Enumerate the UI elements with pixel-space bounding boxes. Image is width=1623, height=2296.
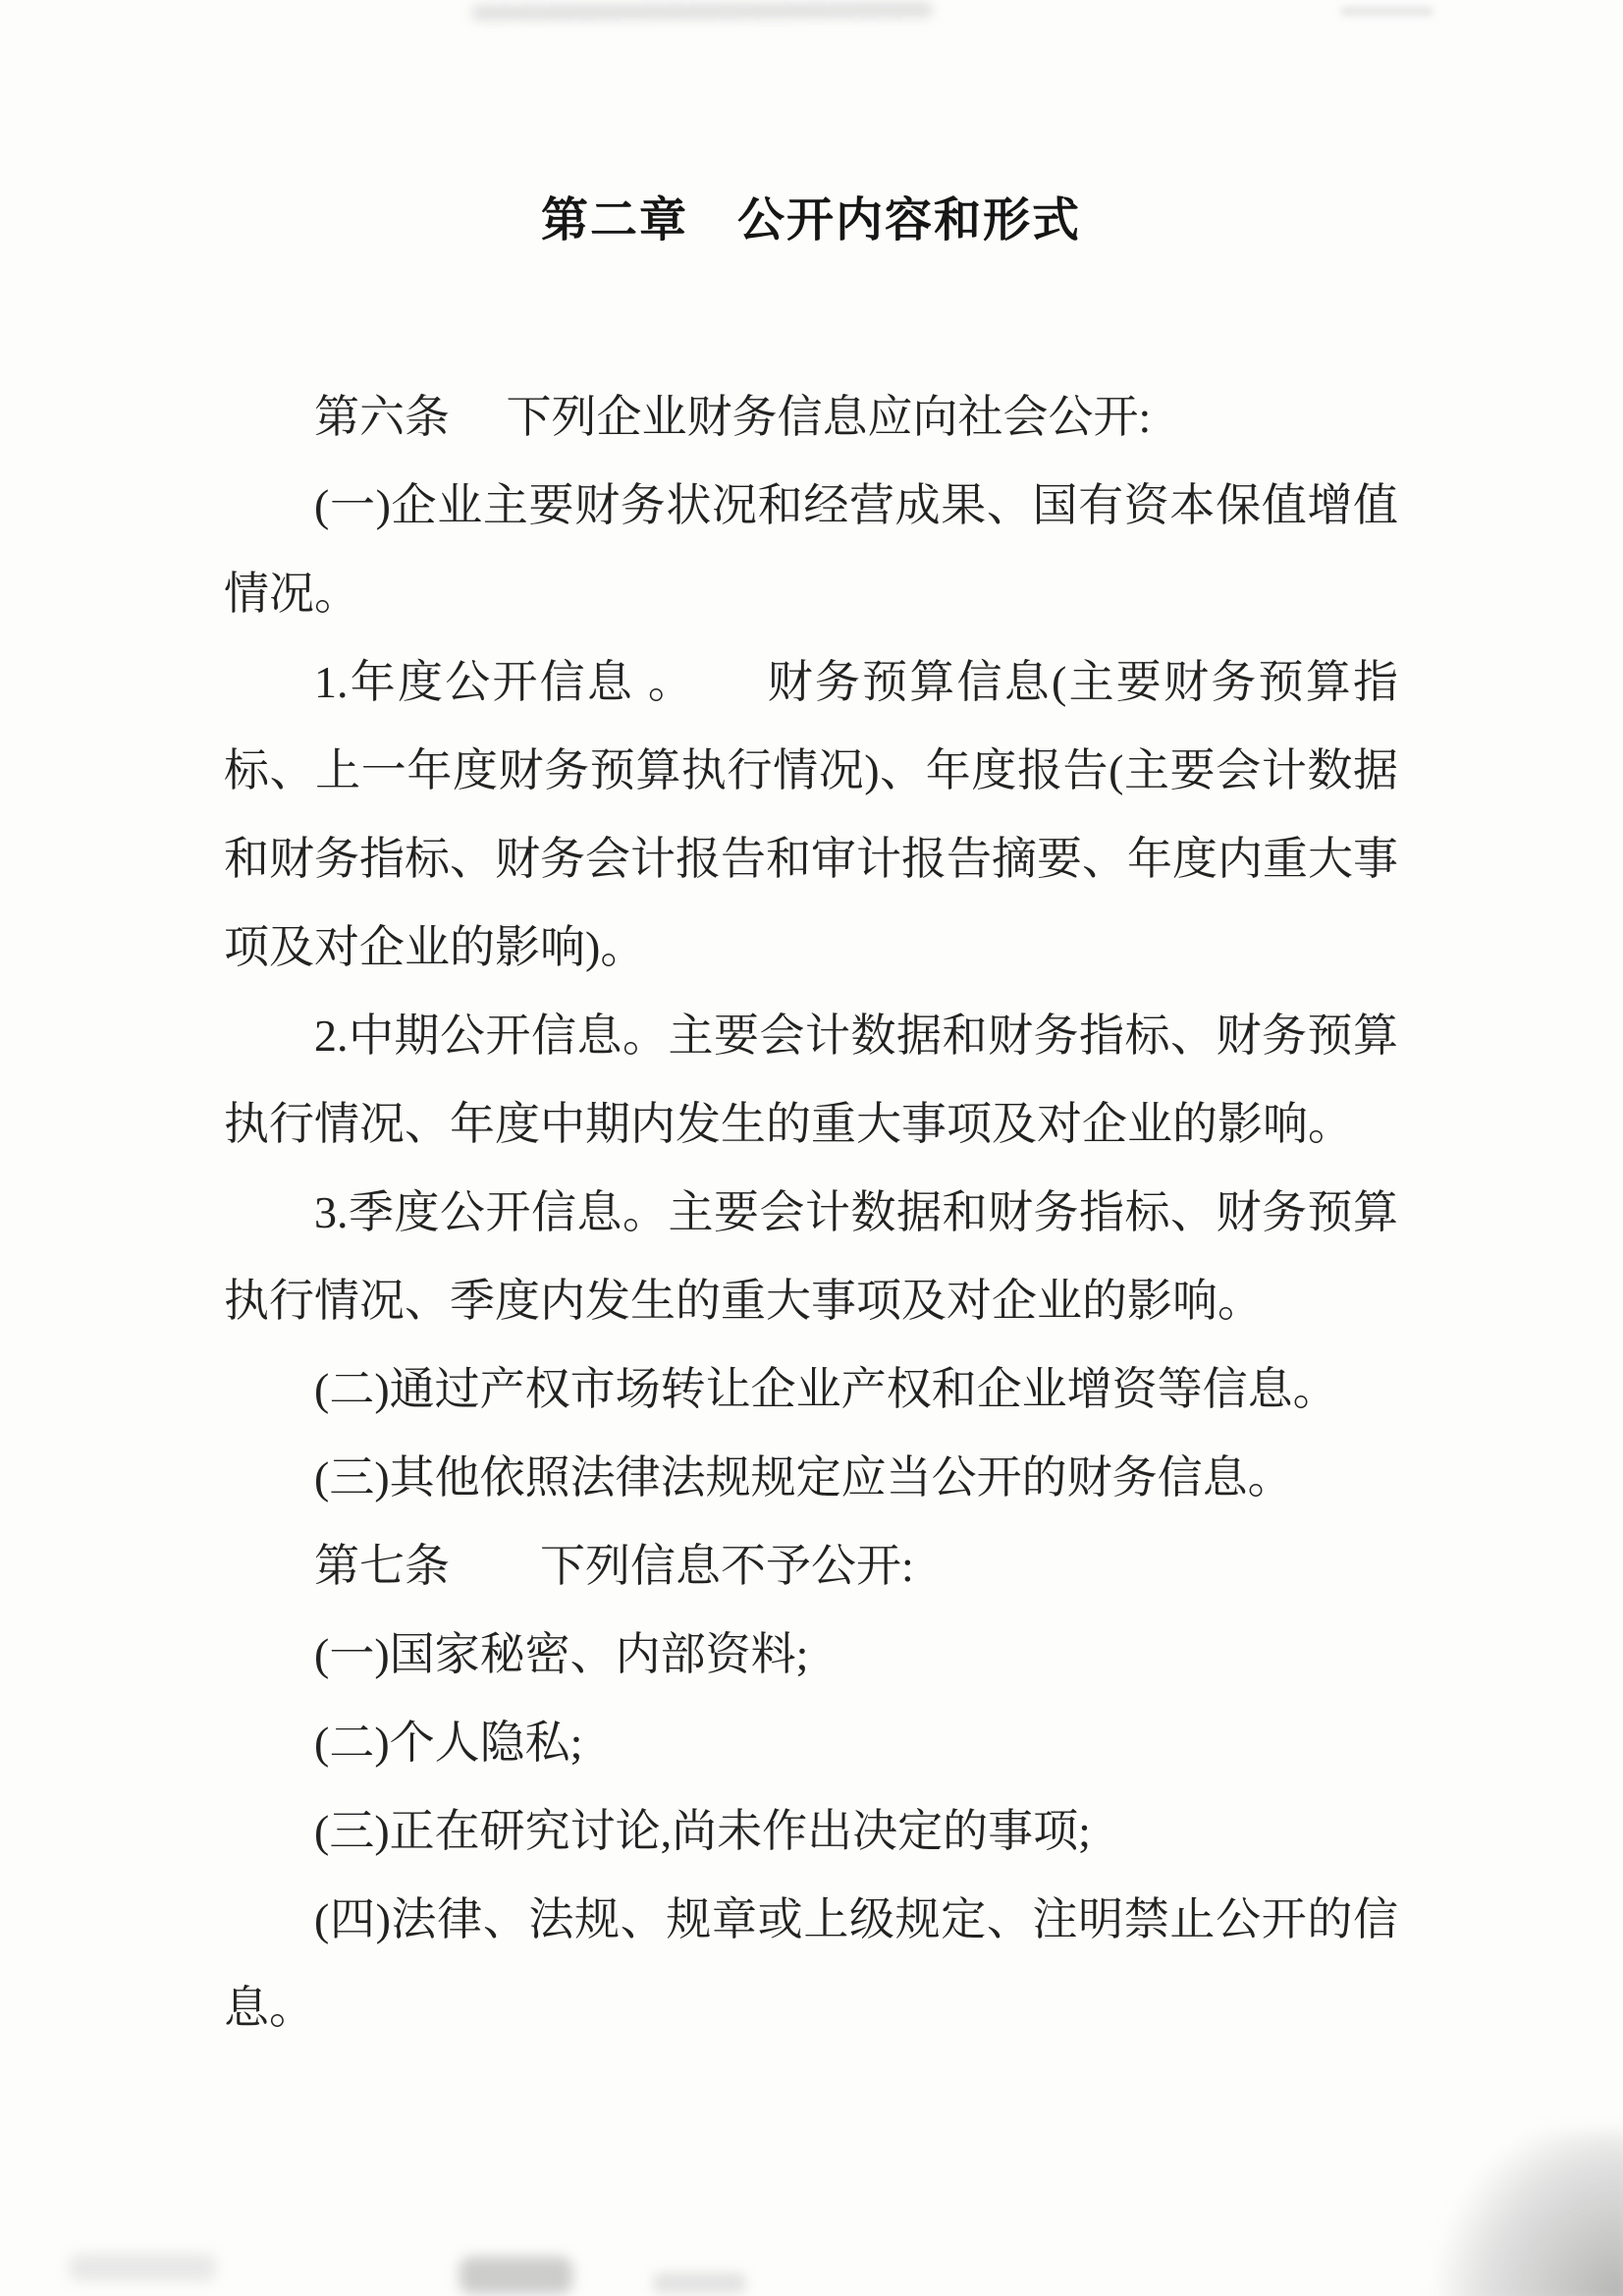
paragraph-article-7-item-1: (一)国家秘密、内部资料; xyxy=(314,1629,809,1679)
paragraph-article-6-lead: 第六条 下列企业财务信息应向社会公开: xyxy=(314,392,1152,442)
paragraph-article-7-item-2: (二)个人隐私; xyxy=(314,1718,583,1768)
paragraph-article-6-sub-3: 3.季度公开信息。主要会计数据和财务指标、财务预算执行情况、季度内发生的重大事项及对企业的影响。 xyxy=(224,1187,1398,1326)
scan-smudge-bottom-left xyxy=(69,2254,216,2281)
paragraph-article-6-item-1: (一)企业主要财务状况和经营成果、国有资本保值增值情况。 xyxy=(224,480,1398,619)
paragraph-article-7-lead: 第七条 下列信息不予公开: xyxy=(314,1541,914,1591)
paragraph-article-6-sub-2: 2.中期公开信息。主要会计数据和财务指标、财务预算执行情况、年度中期内发生的重大事项及对企业的影响。 xyxy=(224,1011,1398,1149)
scan-smudge-top xyxy=(471,2,933,20)
paragraph-article-6-sub-1: 1.年度公开信息 。 财务预算信息(主要财务预算指标、上一年度财务预算执行情况)、年度报告(主要会计数据和财务指标、财务会计报告和审计报告摘要、年度内重大事项及对企业的影响)。 xyxy=(224,657,1398,972)
scan-smudge-bottom-center xyxy=(653,2272,746,2294)
paragraph-article-6-item-3: (三)其他依照法律法规规定应当公开的财务信息。 xyxy=(314,1452,1293,1503)
chapter-title: 第二章 公开内容和形式 xyxy=(540,194,1081,246)
paragraph-article-7-item-4: (四)法律、法规、规章或上级规定、注明禁止公开的信息。 xyxy=(224,1894,1398,2033)
scan-smudge-bottom xyxy=(460,2257,572,2294)
document-body xyxy=(224,177,1398,2052)
scan-smudge-top-right xyxy=(1340,7,1434,16)
paragraph-article-6-item-2: (二)通过产权市场转让企业产权和企业增资等信息。 xyxy=(314,1364,1338,1414)
scan-shadow-corner xyxy=(1429,2131,1623,2296)
paragraph-article-7-item-3: (三)正在研究讨论,尚未作出决定的事项; xyxy=(314,1806,1091,1856)
